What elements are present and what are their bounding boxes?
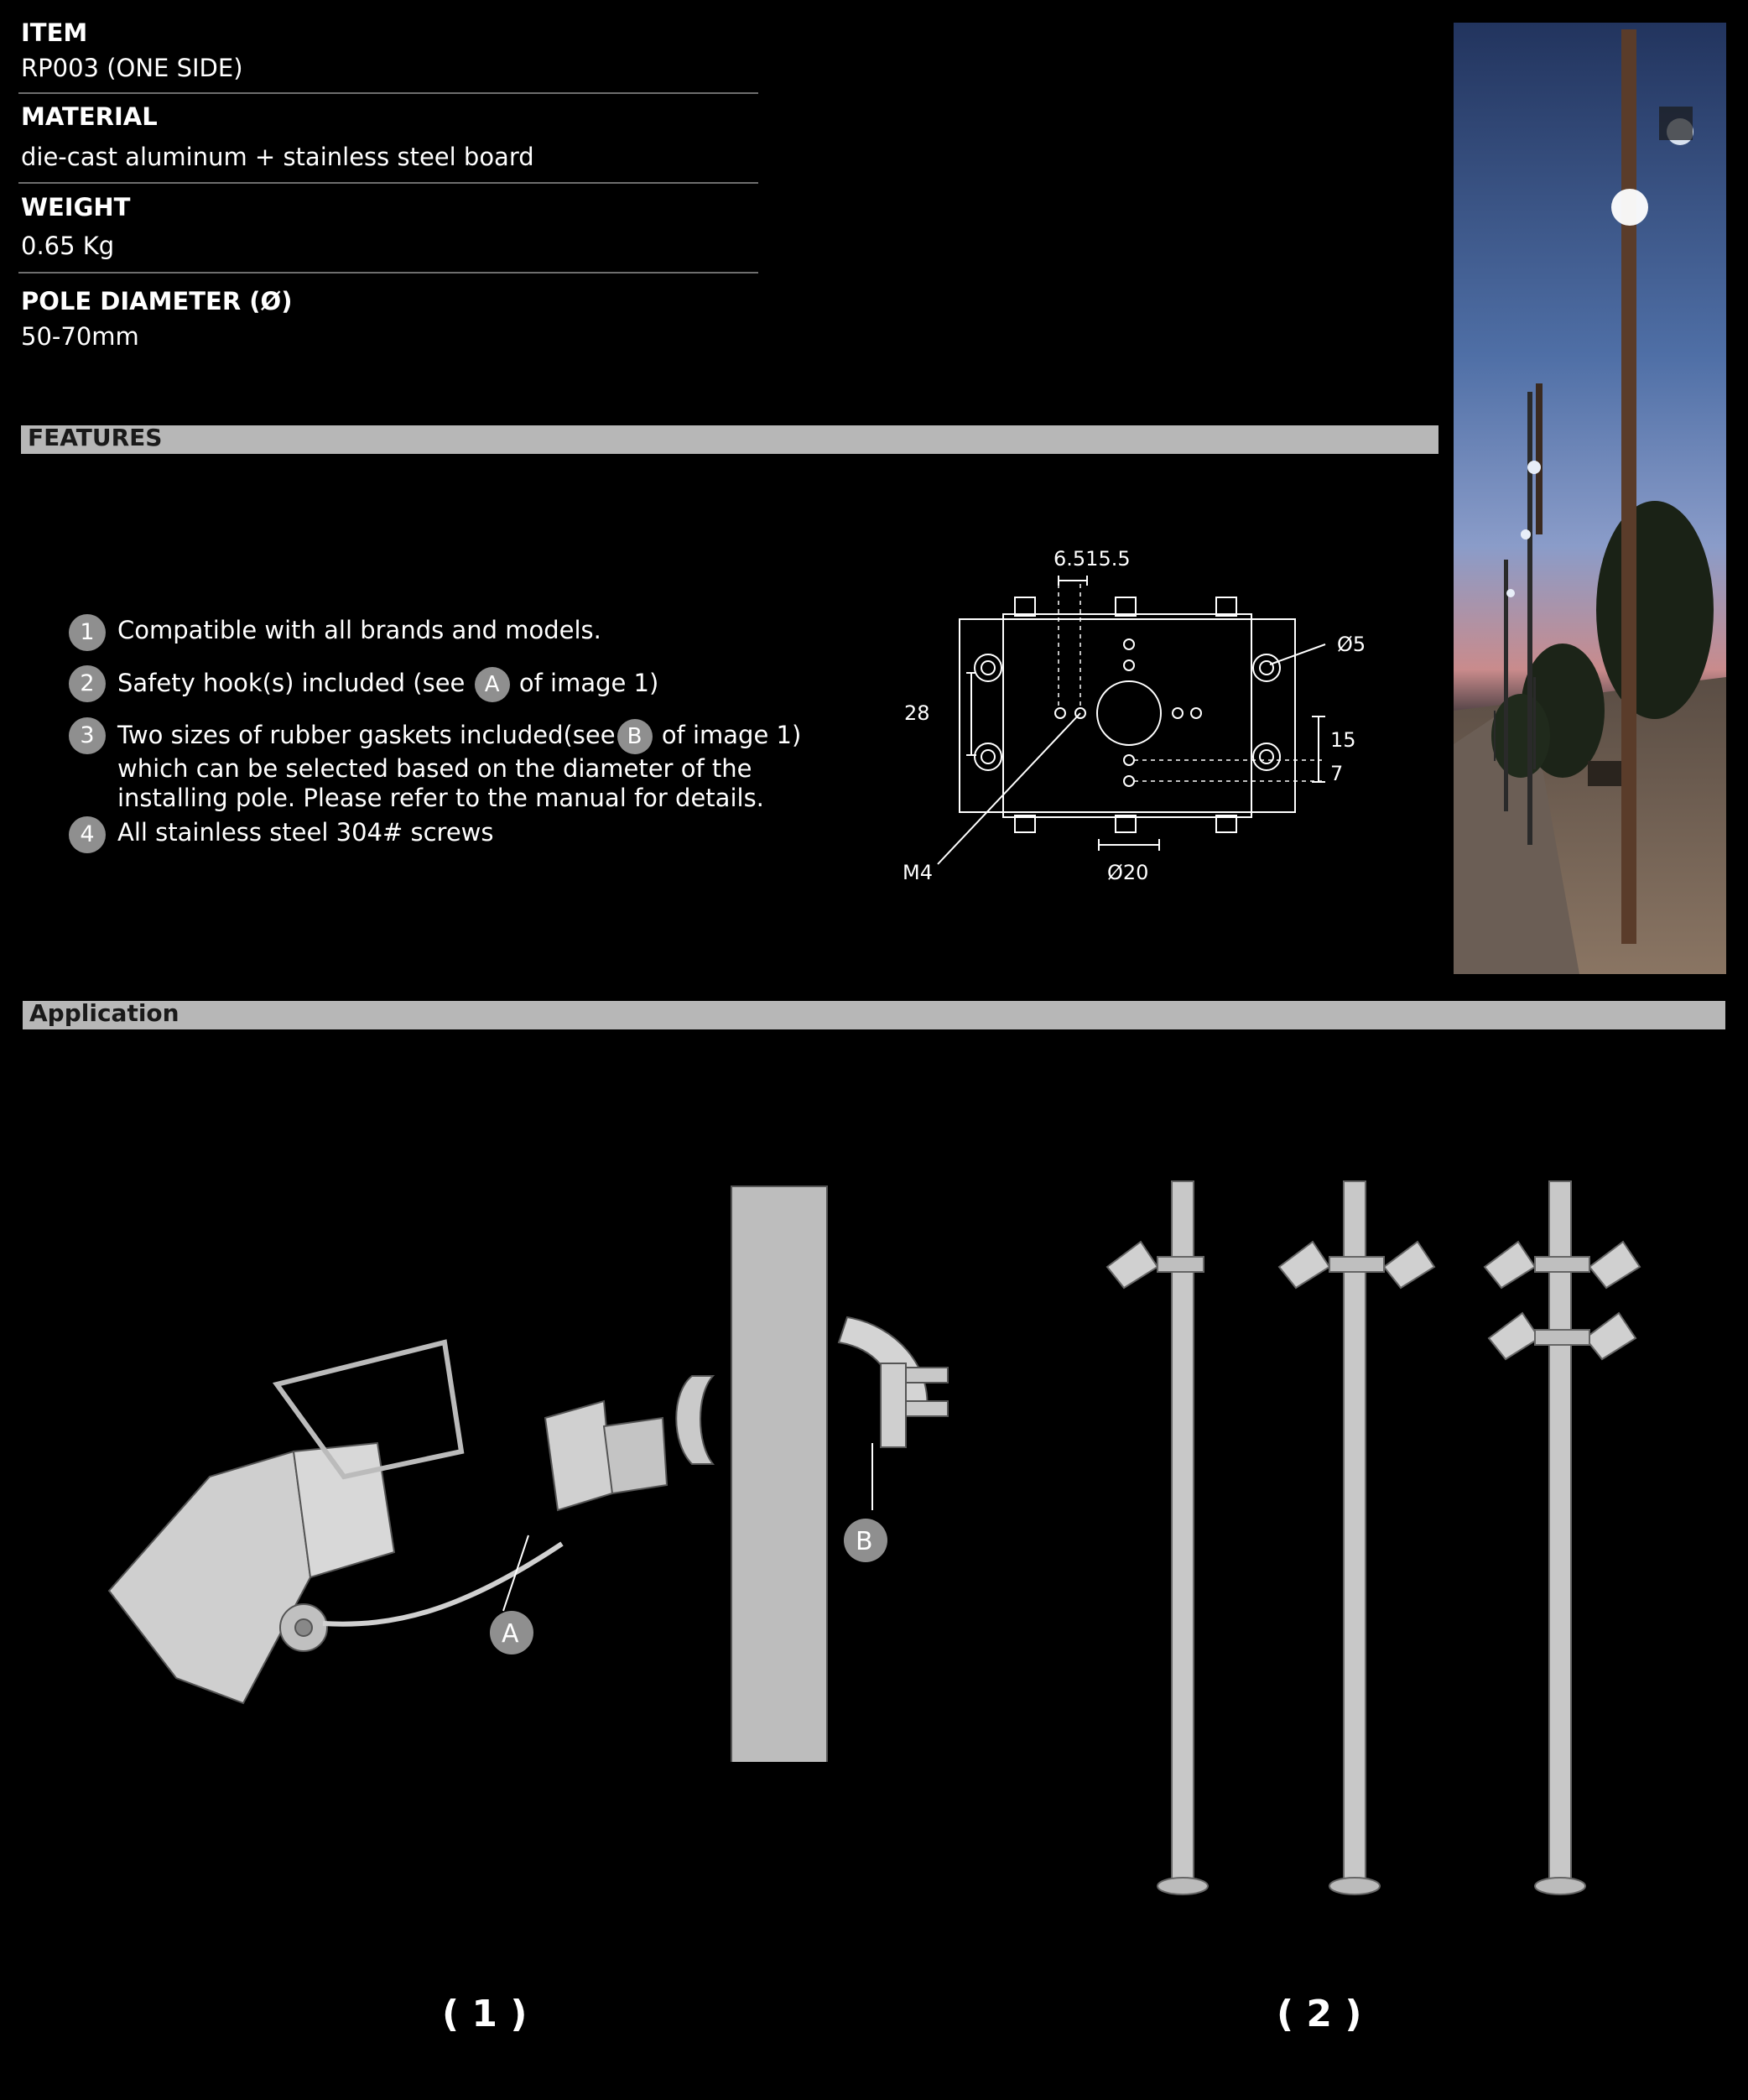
material-label: MATERIAL [21, 102, 158, 131]
feature-text-2 [117, 667, 658, 702]
feature-text-1: Compatible with all brands and models. [117, 616, 601, 644]
feature-text-4: All stainless steel 304# screws [117, 818, 494, 847]
hole-leader [1270, 644, 1325, 664]
callout-a [490, 1611, 533, 1654]
dim-right-lower: 7 [1330, 762, 1344, 785]
drawing-plate-outline [960, 619, 1295, 812]
pole-diameter-label: POLE DIAMETER (Ø) [21, 287, 293, 315]
badge-a: A [475, 667, 510, 702]
screw-label: M4 [903, 861, 933, 884]
badge-b: B [617, 719, 653, 754]
technical-drawing [889, 537, 1426, 898]
feature-number-3: 3 [69, 717, 106, 754]
features-title: FEATURES [28, 424, 163, 451]
pole-config-2 [1344, 1181, 1366, 1886]
features-header-bar [21, 425, 1438, 454]
divider [18, 272, 758, 274]
center-hole [1097, 681, 1161, 745]
application-header-bar [23, 1001, 1725, 1029]
callout-b-label: B [856, 1527, 873, 1556]
pole-config-1 [1172, 1181, 1194, 1886]
caption-image-2: ( 2 ) [1277, 1993, 1362, 2035]
dim-hole: Ø5 [1337, 633, 1366, 656]
divider [18, 92, 758, 94]
dim-top: 6.515.5 [1053, 547, 1131, 571]
dim-right-upper: 15 [1330, 728, 1356, 752]
material-value: die-cast aluminum + stainless steel board [21, 143, 534, 171]
application-title: Application [29, 999, 179, 1027]
pole-configurations-illustration [1090, 1175, 1661, 1905]
main-pole [1621, 29, 1636, 944]
pole-diameter-value: 50-70mm [21, 322, 139, 351]
floodlight [109, 1451, 310, 1703]
callout-a-label: A [502, 1619, 519, 1649]
dim-center: Ø20 [1107, 861, 1149, 884]
feature-number-2: 2 [69, 665, 106, 702]
dim-left: 28 [904, 701, 930, 725]
feature-number-4: 4 [69, 816, 106, 853]
caption-image-1: ( 1 ) [442, 1993, 528, 2035]
feature-text-2a: Safety hook(s) included (see [117, 669, 466, 697]
feature-number-1: 1 [69, 614, 106, 651]
feature-text-3 [117, 719, 801, 813]
item-value: RP003 (ONE SIDE) [21, 54, 243, 82]
street-photo [1454, 23, 1726, 974]
feature-text-3b: of image 1) [661, 721, 802, 749]
feature-text-3-line3: installing pole. Please refer to the manual for details. [117, 784, 764, 812]
weight-value: 0.65 Kg [21, 232, 115, 260]
exploded-assembly-illustration [92, 1175, 1015, 1762]
divider [18, 182, 758, 184]
pole-drawing [731, 1186, 827, 1762]
weight-label: WEIGHT [21, 193, 131, 221]
feature-text-2b: of image 1) [518, 669, 659, 697]
pole-config-3 [1549, 1181, 1571, 1886]
callout-b [844, 1519, 887, 1562]
item-label: ITEM [21, 18, 88, 47]
feature-text-3-line2: which can be selected based on the diameter of the [117, 754, 752, 783]
feature-text-3a: Two sizes of rubber gaskets included(see [117, 721, 616, 749]
